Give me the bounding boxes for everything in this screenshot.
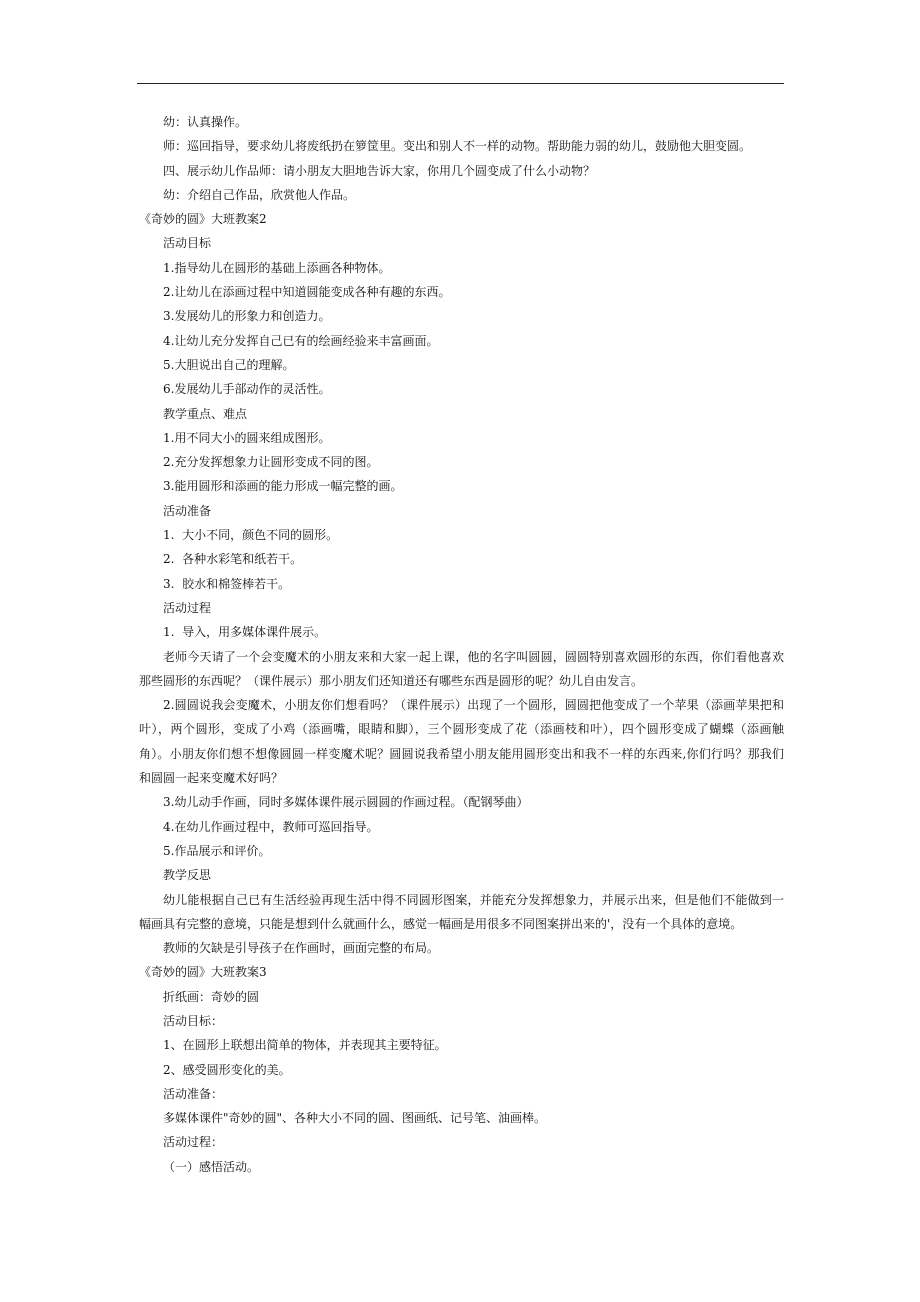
paragraph: 1.用不同大小的圆来组成图形。: [163, 430, 331, 445]
paragraph: 活动过程：: [163, 1135, 224, 1150]
paragraph: 教师的欠缺是引导孩子在作画时，画面完整的布局。: [163, 941, 440, 956]
paragraph: 折纸画：奇妙的圆: [163, 989, 260, 1004]
section-title: 《奇妙的圆》大班教案2: [139, 212, 267, 227]
document-body: [139, 110, 784, 1179]
paragraph: 2.充分发挥想象力让圆形变成不同的图。: [163, 455, 379, 470]
paragraph: 活动过程: [163, 600, 212, 615]
paragraph: 幼儿能根据自己已有生活经验再现生活中得不同圆形图案，并能充分发挥想象力，并展示出来，但是他们不能做到一幅画具有完整的意境，只能是想到什么就画什么，感觉一幅画是用很多不同图案拼出来的'，没有一个具体的意境。: [139, 892, 784, 931]
paragraph: 幼：认真操作。: [163, 115, 248, 129]
paragraph: 活动准备: [163, 503, 212, 518]
paragraph: 2.圆圆说我会变魔术，小朋友你们想看吗？（课件展示）出现了一个圆形，圆圆把他变成了一个苹果（添画苹果把和叶），两个圆形，变成了小鸡（添画嘴，眼睛和脚），三个圆形变成了花（添画枝和叶），四个圆形变成了蝴蝶（添画触角）。小朋友你们想不想像圆圆一样变魔术呢？圆圆说我希望小朋友能用圆形变出和我不一样的东西来,你们行吗？那我们和圆圆一起来变魔术好吗？: [139, 698, 784, 786]
paragraph: （一）感悟活动。: [163, 1159, 260, 1174]
paragraph: 1. 导入，用多媒体课件展示。: [163, 625, 327, 640]
header-rule: [137, 83, 784, 84]
paragraph: 四、展示幼儿作品师：请小朋友大胆地告诉大家，你用几个圆变成了什么小动物？: [163, 163, 596, 178]
paragraph: 多媒体课件"奇妙的圆"、各种大小不同的圆、图画纸、记号笔、油画棒。: [163, 1111, 547, 1126]
paragraph: 6.发展幼儿手部动作的灵活性。: [163, 382, 331, 397]
paragraph: 3.发展幼儿的形象力和创造力。: [163, 309, 331, 324]
paragraph: 1. 大小不同，颜色不同的圆形。: [163, 528, 339, 543]
paragraph: 5.作品展示和评价。: [163, 843, 271, 858]
paragraph: 2、感受圆形变化的美。: [163, 1062, 291, 1077]
paragraph: 活动准备：: [163, 1086, 224, 1101]
paragraph: 教学重点、难点: [163, 406, 248, 421]
paragraph: 活动目标: [163, 236, 212, 251]
paragraph: 教学反思: [163, 868, 212, 883]
paragraph: 师：巡回指导，要求幼儿将废纸扔在箩筐里。变出和别人不一样的动物。帮助能力弱的幼儿，鼓励他大胆变圆。: [163, 139, 752, 154]
paragraph: 3. 胶水和棉签棒若干。: [163, 576, 291, 591]
paragraph: 1、在圆形上联想出简单的物体，并表现其主要特征。: [163, 1038, 447, 1053]
paragraph: 4.让幼儿充分发挥自己已有的绘画经验来丰富画面。: [163, 333, 439, 348]
paragraph: 4.在幼儿作画过程中，教师可巡回指导。: [163, 819, 379, 834]
paragraph: 活动目标：: [163, 1013, 224, 1028]
paragraph: 幼：介绍自己作品，欣赏他人作品。: [163, 187, 356, 202]
paragraph: 3.能用圆形和添画的能力形成一幅完整的画。: [163, 479, 403, 494]
paragraph: 3.幼儿动手作画，同时多媒体课件展示圆圆的作画过程。（配钢琴曲）: [163, 795, 529, 810]
paragraph: 2. 各种水彩笔和纸若干。: [163, 552, 303, 567]
paragraph: 1.指导幼儿在圆形的基础上添画各种物体。: [163, 260, 391, 275]
paragraph: 2.让幼儿在添画过程中知道圆能变成各种有趣的东西。: [163, 285, 451, 300]
paragraph: 5.大胆说出自己的理解。: [163, 357, 295, 372]
section-title: 《奇妙的圆》大班教案3: [139, 965, 267, 980]
paragraph: 老师今天请了一个会变魔术的小朋友来和大家一起上课，他的名字叫圆圆，圆圆特别喜欢圆形的东西，你们看他喜欢那些圆形的东西呢？（课件展示）那小朋友们还知道还有哪些东西是圆形的呢？幼儿自由发言。: [139, 649, 784, 688]
